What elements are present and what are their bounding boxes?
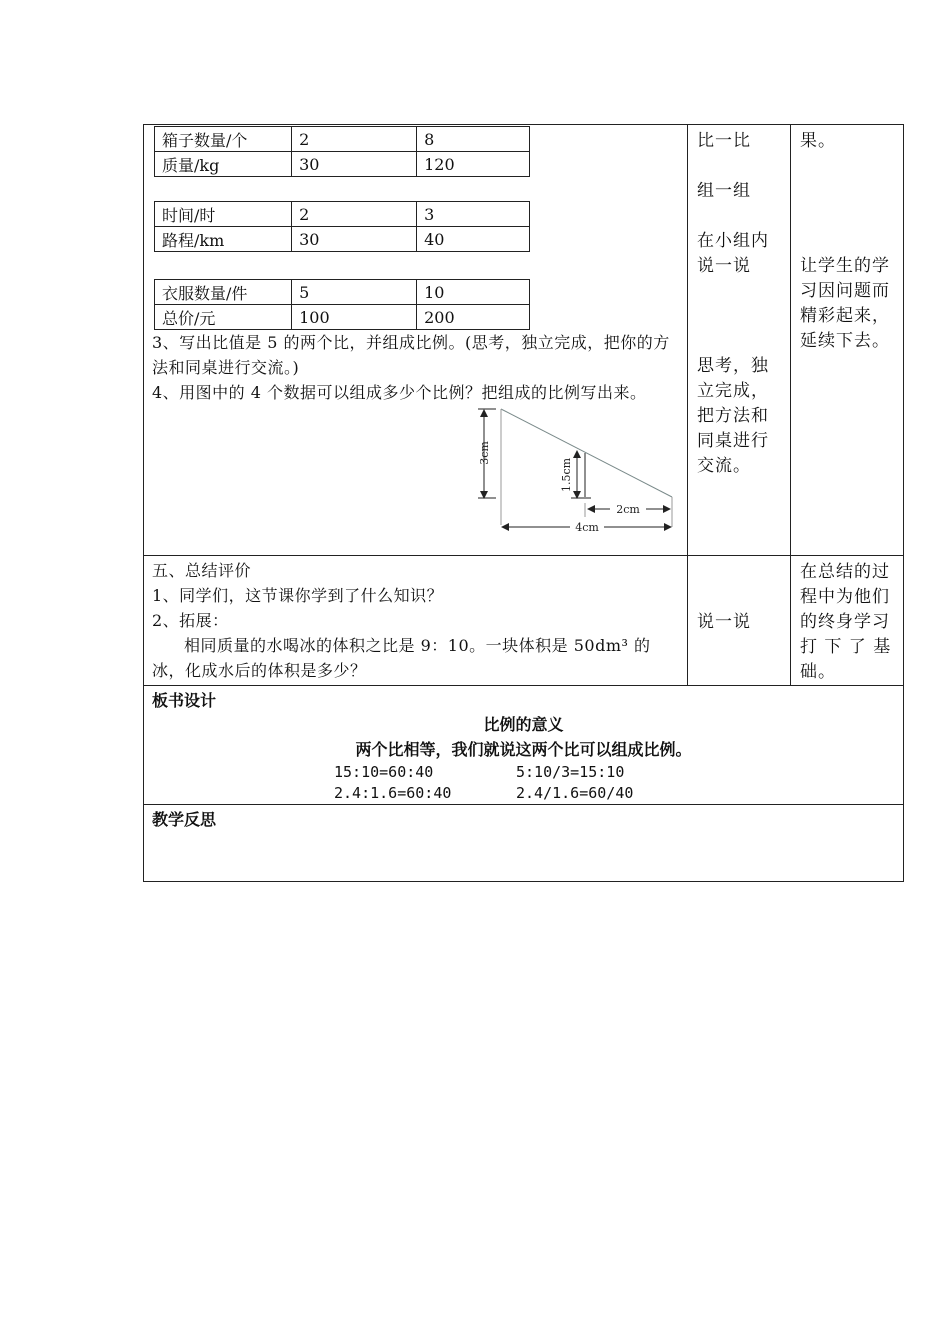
table-cell: 10 — [417, 280, 530, 305]
table-cell: 2 — [292, 202, 417, 227]
data-table-time — [154, 201, 530, 252]
table-cell: 总价/元 — [155, 305, 292, 330]
student-activity-text: 比一比 组一组 在小组内 说一说 思考，独 立完成， 把方法和 同桌进行 交流。 — [697, 131, 769, 476]
label-1-5cm: 1.5cm — [560, 457, 573, 493]
table-cell: 5 — [292, 280, 417, 305]
summary-purpose-text: 在总结的过 程中为他们 的终身学习 打 下 了 基 础。 — [800, 562, 892, 682]
hypotenuse-line — [501, 409, 672, 497]
table-cell: 箱子数量/个 — [155, 127, 292, 152]
summary-extension-problem: 相同质量的水喝冰的体积之比是 9：10。一块体积是 50dm³ 的冰，化成水后的体积是多少？ — [152, 636, 651, 680]
table-cell: 衣服数量/件 — [155, 280, 292, 305]
board-equation: 15:10=60:40 — [334, 763, 434, 781]
activity-row — [144, 125, 904, 556]
table-cell: 200 — [417, 305, 530, 330]
table-cell: 时间/时 — [155, 202, 292, 227]
board-equation: 2.4:1.6=60:40 — [334, 784, 452, 802]
table-cell: 120 — [417, 152, 530, 177]
reflection-row — [144, 805, 904, 882]
label-4cm: 4cm — [575, 521, 599, 534]
data-table-clothes — [154, 279, 530, 330]
table-cell: 30 — [292, 227, 417, 252]
table-cell: 40 — [417, 227, 530, 252]
reflection-cell — [144, 805, 904, 882]
table-cell: 8 — [417, 127, 530, 152]
question-3: 3、写出比值是 5 的两个比，并组成比例。(思考，独立完成，把你的方法和同桌进行交流。) — [152, 333, 670, 377]
summary-question-1: 1、同学们，这节课你学到了什么知识？ — [152, 586, 444, 605]
triangle-figure — [144, 405, 687, 535]
summary-student-text: 说一说 — [697, 612, 751, 632]
table-cell: 100 — [292, 305, 417, 330]
label-2cm: 2cm — [616, 503, 640, 516]
board-equations-row-2 — [144, 783, 903, 804]
design-purpose-cell — [791, 125, 904, 556]
board-title: 比例的意义 — [483, 715, 564, 734]
label-3cm: 3cm — [478, 441, 491, 465]
table-cell: 30 — [292, 152, 417, 177]
board-equation: 5:10/3=15:10 — [516, 763, 625, 781]
summary-row — [144, 556, 904, 686]
board-design-row — [144, 686, 904, 805]
summary-content-cell — [144, 556, 688, 686]
board-subtitle: 两个比相等，我们就说这两个比可以组成比例。 — [355, 740, 692, 759]
table-cell: 3 — [417, 202, 530, 227]
student-activity-cell — [688, 125, 791, 556]
activity-content-cell — [144, 125, 688, 556]
summary-student-cell — [688, 556, 791, 686]
table-cell: 质量/kg — [155, 152, 292, 177]
design-purpose-text: 果。 让学生的学 习因问题而 精彩起来， 延续下去。 — [800, 131, 890, 351]
board-design-cell — [144, 686, 904, 805]
reflection-heading: 教学反思 — [152, 810, 217, 829]
board-equations-row-1 — [144, 762, 903, 783]
board-equation: 2.4/1.6=60/40 — [516, 784, 634, 802]
board-design-heading: 板书设计 — [152, 691, 217, 710]
summary-extension-label: 2、拓展： — [152, 611, 229, 630]
arrow-up-icon — [480, 409, 488, 417]
data-table-boxes — [154, 126, 530, 177]
summary-title: 五、总结评价 — [152, 561, 252, 580]
question-4: 4、用图中的 4 个数据可以组成多少个比例？把组成的比例写出来。 — [152, 383, 647, 402]
lesson-plan-table — [143, 124, 904, 882]
summary-purpose-cell — [791, 556, 904, 686]
table-cell: 路程/km — [155, 227, 292, 252]
table-cell: 2 — [292, 127, 417, 152]
